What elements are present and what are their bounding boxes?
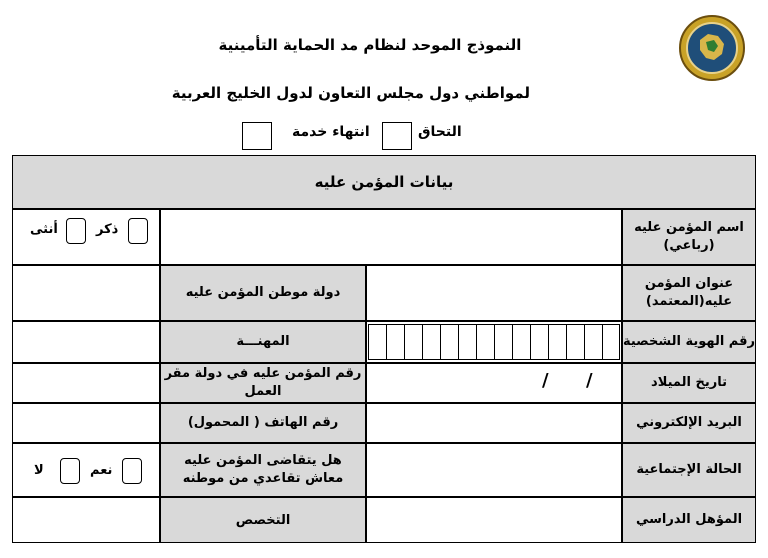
date-separator: / [542, 370, 549, 391]
yes-label: نعم [90, 463, 113, 478]
home-country-label: دولة موطن المؤمن عليه [160, 265, 366, 321]
qualification-label: المؤهل الدراسي [622, 497, 756, 543]
no-label: لا [34, 463, 44, 478]
male-label: ذكر [96, 222, 119, 237]
social-status-input[interactable] [366, 443, 622, 497]
address-input[interactable] [366, 265, 622, 321]
specialization-label: التخصص [160, 497, 366, 543]
end-service-checkbox[interactable] [242, 122, 272, 150]
email-input[interactable] [366, 403, 622, 443]
join-label: التحاق [418, 124, 462, 140]
birth-date-label: تاريخ الميلاد [622, 363, 756, 403]
mobile-input[interactable] [12, 403, 160, 443]
yes-checkbox[interactable] [122, 458, 142, 484]
id-number-label: رقم الهوية الشخصية [622, 321, 756, 363]
mobile-label: رقم الهاتف ( المحمول) [160, 403, 366, 443]
insured-name-input[interactable] [160, 209, 622, 265]
work-country-number-label: رقم المؤمن عليه في دولة مقر العمل [160, 363, 366, 403]
social-status-label: الحالة الإجتماعية [622, 443, 756, 497]
pension-question-label: هل يتقاضى المؤمن عليه معاش تقاعدي من موطنه [160, 443, 366, 497]
gcc-emblem-icon [678, 14, 746, 82]
specialization-input[interactable] [12, 497, 160, 543]
birth-date-input[interactable] [366, 363, 622, 403]
male-checkbox[interactable] [128, 218, 148, 244]
address-label: عنوان المؤمن عليه(المعتمد) [622, 265, 756, 321]
form-title: النموذج الموحد لنظام مد الحماية التأمينية [218, 36, 522, 54]
female-checkbox[interactable] [66, 218, 86, 244]
qualification-input[interactable] [366, 497, 622, 543]
form-subtitle: لمواطني دول مجلس التعاون لدول الخليج العربية [171, 84, 530, 102]
join-checkbox[interactable] [382, 122, 412, 150]
female-label: أنثى [30, 222, 58, 237]
home-country-input[interactable] [12, 265, 160, 321]
date-separator: / [586, 370, 593, 391]
occupation-input[interactable] [12, 321, 160, 363]
work-country-number-input[interactable] [12, 363, 160, 403]
occupation-label: المهنـــة [160, 321, 366, 363]
email-label: البريد الإلكتروني [622, 403, 756, 443]
end-service-label: انتهاء خدمة [292, 124, 370, 140]
no-checkbox[interactable] [60, 458, 80, 484]
insured-name-label: اسم المؤمن عليه (رباعي) [622, 209, 756, 265]
section-title: بيانات المؤمن عليه [12, 155, 756, 209]
